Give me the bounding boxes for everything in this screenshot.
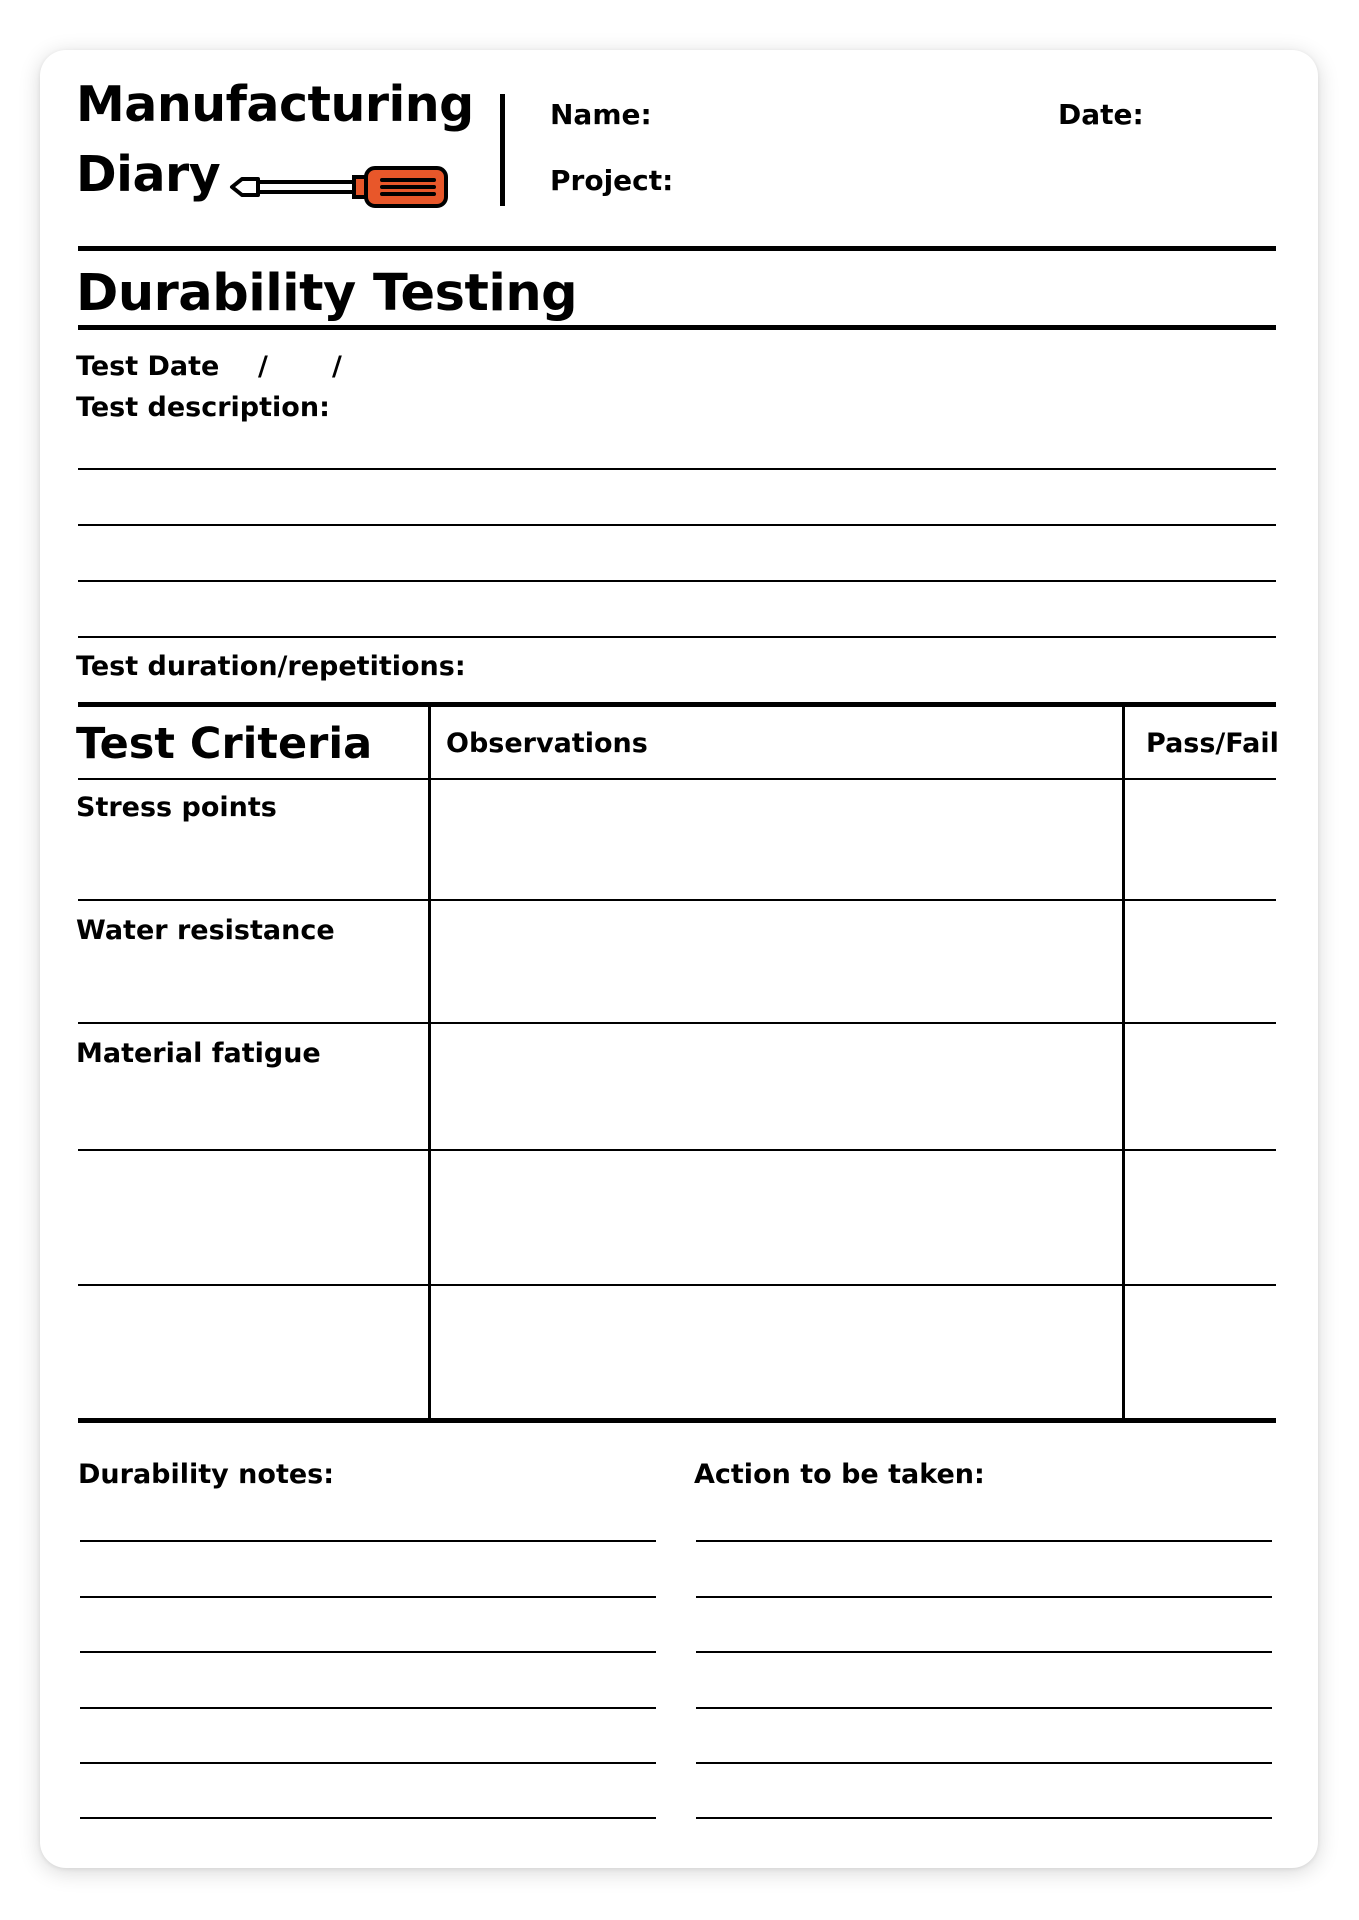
observations-header: Observations: [446, 728, 648, 759]
table-row-divider: [78, 1284, 1276, 1286]
brand-title-line1: Manufacturing: [76, 76, 474, 133]
table-row-divider: [78, 1149, 1276, 1151]
notes-line: [80, 1596, 656, 1598]
criteria-row-label: Water resistance: [76, 915, 335, 946]
section-title: Durability Testing: [76, 264, 578, 323]
notes-line: [80, 1651, 656, 1653]
notes-line: [80, 1817, 656, 1819]
header-divider: [500, 94, 505, 206]
test-date-label: Test Date: [76, 351, 220, 382]
description-line: [78, 468, 1276, 470]
action-label: Action to be taken:: [694, 1459, 985, 1490]
action-line: [696, 1817, 1272, 1819]
test-criteria-title: Test Criteria: [76, 719, 373, 769]
table-bottom-rule: [78, 1418, 1276, 1423]
action-line: [696, 1540, 1272, 1542]
date-separator: /: [258, 351, 268, 382]
test-duration-label: Test duration/repetitions:: [76, 651, 466, 682]
notes-line: [80, 1540, 656, 1542]
test-description-label: Test description:: [76, 392, 330, 423]
pass-fail-header: Pass/Fail: [1146, 728, 1279, 759]
brand-title-line2: Diary: [76, 146, 221, 203]
action-line: [696, 1762, 1272, 1764]
observations-column-line: [428, 703, 431, 1420]
date-separator: /: [332, 351, 342, 382]
criteria-row-label: Stress points: [76, 792, 277, 823]
pass-fail-column-line: [1122, 703, 1125, 1420]
description-line: [78, 636, 1276, 638]
table-row-divider: [78, 899, 1276, 901]
name-label: Name:: [550, 98, 652, 131]
action-line: [696, 1596, 1272, 1598]
description-line: [78, 524, 1276, 526]
table-row-divider: [78, 778, 1276, 780]
date-label: Date:: [1058, 98, 1144, 131]
notes-line: [80, 1762, 656, 1764]
action-line: [696, 1707, 1272, 1709]
diary-page: [40, 50, 1318, 1868]
title-top-rule: [78, 246, 1276, 251]
criteria-row-label: Material fatigue: [76, 1038, 321, 1069]
action-line: [696, 1651, 1272, 1653]
title-bottom-rule: [78, 325, 1276, 330]
project-label: Project:: [550, 164, 674, 197]
description-line: [78, 580, 1276, 582]
notes-line: [80, 1707, 656, 1709]
screwdriver-icon: [228, 162, 448, 212]
table-top-rule: [78, 702, 1276, 707]
table-row-divider: [78, 1022, 1276, 1024]
durability-notes-label: Durability notes:: [78, 1459, 335, 1490]
